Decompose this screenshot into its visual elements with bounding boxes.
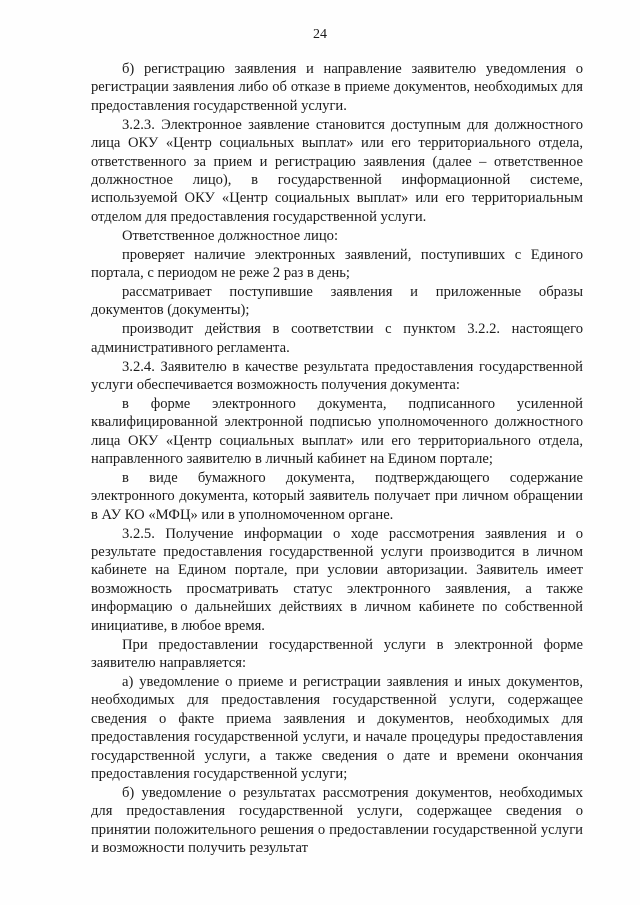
paragraph-3-2-3: 3.2.3. Электронное заявление становится доступным для должностного лица ОКУ «Центр социальных выплат» или его территориального отдела, ответственного за прием и регистрацию заявления (далее – ответственное должностное лицо), в государственной информационной системе, используемой ОКУ «Центр социальных выплат» или его территориальным отделом для предоставления государственной услуги.	[91, 116, 583, 225]
paragraph-electronic-document: в форме электронного документа, подписанного усиленной квалифицированной электронной подписью уполномоченного должностного лица ОКУ «Центр социальных выплат» или его территориального отдела, направленного заявителю в личный кабинет на Едином портале;	[91, 395, 583, 468]
paragraph-registration-notice: б) регистрацию заявления и направление заявителю уведомления о регистрации заявления либо об отказе в приеме документов, необходимых для предоставления государственной услуги.	[91, 61, 583, 114]
paragraph-checks-applications: проверяет наличие электронных заявлений, поступивших с Единого портала, с периодом не реже 2 раз в день;	[91, 246, 583, 281]
paragraph-performs-actions: производит действия в соответствии с пунктом 3.2.2. настоящего административного регламента.	[91, 321, 583, 356]
paragraph-reviews-applications: рассматривает поступившие заявления и приложенные образы документов (документы);	[91, 283, 583, 319]
paragraph-paper-document: в виде бумажного документа, подтверждающего содержание электронного документа, который заявитель получает при личном обращении в АУ КО «МФЦ» или в уполномоченном органе.	[91, 469, 583, 523]
paragraph-responsible-official: Ответственное должностное лицо:	[122, 227, 338, 244]
paragraph-electronic-form-intro: При предоставлении государственной услуги в электронной форме заявителю направляется:	[91, 636, 583, 671]
paragraph-notice-b: б) уведомление о результатах рассмотрения документов, необходимых для предоставления государственной услуги, содержащее сведения о принятии положительного решения о предоставлении государственной услуги и возможности получить результат	[91, 784, 583, 857]
page-number: 24	[313, 27, 327, 42]
paragraph-notice-a: а) уведомление о приеме и регистрации заявления и иных документов, необходимых для предоставления государственной услуги, содержащее сведения о факте приема заявления и документов, необходимых для предоставления государственной услуги, и начале процедуры предоставления государственной услуги, а также сведения о дате и времени окончания предоставления государственной услуги;	[91, 673, 583, 782]
paragraph-3-2-4: 3.2.4. Заявителю в качестве результата предоставления государственной услуги обеспечивается возможность получения документа:	[91, 358, 583, 393]
paragraph-3-2-5: 3.2.5. Получение информации о ходе рассмотрения заявления и о результате предоставления государственной услуги производится в личном кабинете на Едином портале, при условии авторизации. Заявитель имеет возможность просматривать статус электронного заявления, а также информацию о дальнейших действиях в личном кабинете по собственной инициативе, в любое время.	[91, 525, 583, 634]
